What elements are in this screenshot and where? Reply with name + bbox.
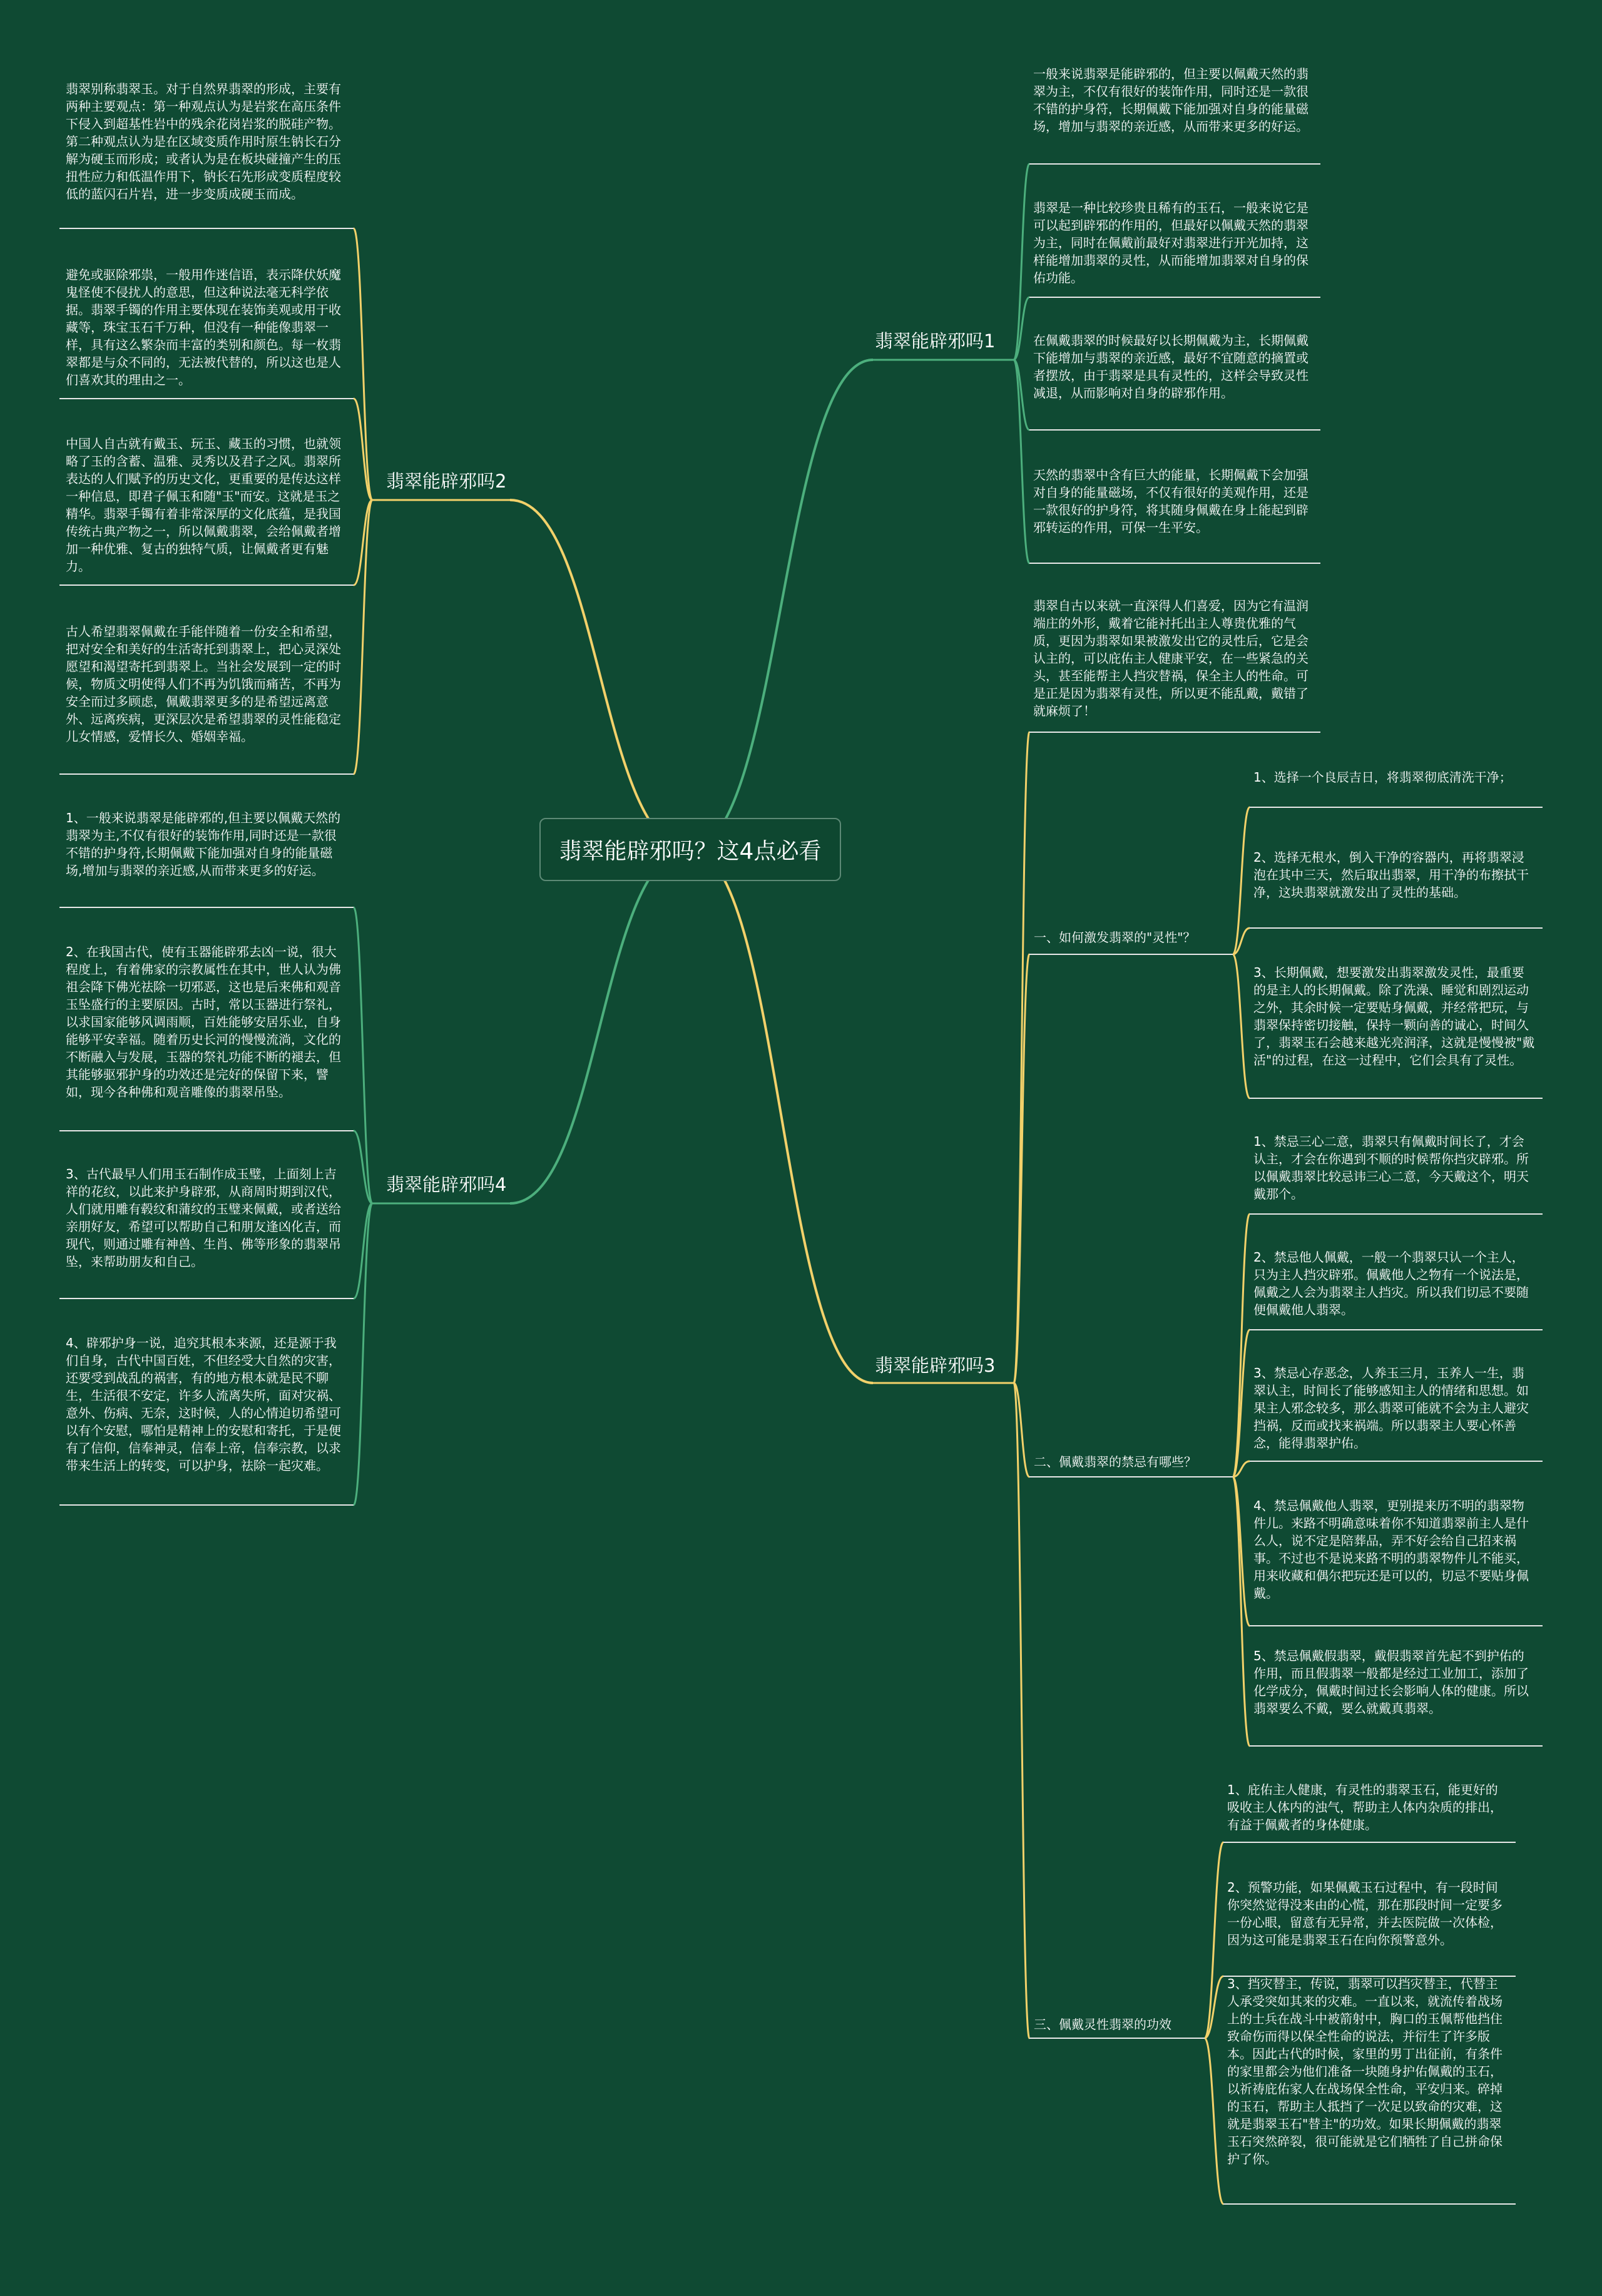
root-title: 翡翠能辟邪吗？这4点必看 [559,839,822,864]
branch-4-label[interactable]: 翡翠能辟邪吗4 [386,1174,507,1195]
b2-item-2: 避免或驱除邪祟，一般用作迷信语，表示降伏妖魔鬼怪使不侵扰人的意思，但这种说法毫无科学依据。翡翠手镯的作用主要体现在装饰美观或用于收藏等，珠宝玉石千万种，但没有一种能像翡翠一样，具有这么繁杂而丰富的类别和颜色。每一枚翡翠都是与众不同的，无法被代替的，所以这也是人们喜欢其的理由之一。 [66,267,341,387]
b3-sub-3-label[interactable]: 三、佩戴灵性翡翠的功效 [1034,2017,1171,2032]
b4-item-4: 4、辟邪护身一说，追究其根本来源，还是源于我们自身，古代中国百姓，不但经受大自然的灾害，还要受到战乱的祸害，有的地方根本就是民不聊生，生活很不安定，许多人流离失所，面对灾祸、意外、伤病、无奈，这时候，人的心情迫切希望可以有个安慰，哪怕是精神上的安慰和寄托，于是便有了信仰，信奉神灵，信奉上帝，信奉宗教，以求带来生活上的转变，可以护身，祛除一起灾难。 [66,1335,341,1473]
edge-b3-sub2-1 [1233,1214,1250,1477]
b4-item-2: 2、在我国古代，使有玉器能辟邪去凶一说，很大程度上，有着佛家的宗教属性在其中，世人认为佛祖会降下佛光祛除一切邪恶，这也是后来佛和观音玉坠盛行的主要原因。古时，常以玉器进行祭礼，以求国家能够风调雨顺，百姓能够安居乐业，自身能够平安幸福。随着历史长河的慢慢流淌，文化的不断融入与发展，玉器的祭礼功能不断的褪去，但其能够驱邪护身的功效还是完好的保留下来，譬如，现今各种佛和观音雕像的翡翠吊坠。 [66,944,341,1100]
b4-item-1: 1、一般来说翡翠是能辟邪的,但主要以佩戴天然的翡翠为主,不仅有很好的装饰作用,同时还是一款很不错的护身符,长期佩戴下能加强对自身的能量磁场,增加与翡翠的亲近感,从而带来更多的好运。 [66,810,341,878]
edge-b2-item-1 [354,228,372,500]
b3-sub3-item-1: 1、庇佑主人健康，有灵性的翡翠玉石，能更好的吸收主人体内的浊气，帮助主人体内杂质的排出，有益于佩戴者的身体健康。 [1227,1782,1503,1832]
b3-sub2-item-5: 5、禁忌佩戴假翡翠，戴假翡翠首先起不到护佑的作用，而且假翡翠一般都是经过工业加工，添加了化学成分，佩戴时间过长会影响人体的健康。所以翡翠要么不戴，要么就戴真翡翠。 [1253,1648,1529,1716]
b1-item-2: 翡翠是一种比较珍贵且稀有的玉石，一般来说它是可以起到辟邪的作用的，但最好以佩戴天然的翡翠为主，同时在佩戴前最好对翡翠进行开光加持，这样能增加翡翠的灵性，从而能增加翡翠对自身的保佑功能。 [1033,200,1309,285]
edge-root-b4 [510,849,690,1203]
edge-b3-sub3-3 [1205,2038,1223,2204]
b2-item-1: 翡翠别称翡翠玉。对于自然界翡翠的形成，主要有两种主要观点：第一种观点认为是岩浆在高压条件下侵入到超基性岩中的残余花岗岩浆的脱硅产物。第二种观点认为是在区域变质作用时原生钠长石分解为硬玉而形成；或者认为是在板块碰撞产生的压扭性应力和低温作用下，钠长石先形成变质程度较低的蓝闪石片岩，进一步变质成硬玉而成。 [66,81,341,202]
b3-sub1-item-1: 1、选择一个良辰吉日，将翡翠彻底清洗干净； [1253,770,1512,785]
branch-1-label[interactable]: 翡翠能辟邪吗1 [875,330,996,352]
b3-sub-1-label[interactable]: 一、如何激发翡翠的"灵性"？ [1034,930,1196,945]
b2-item-4: 古人希望翡翠佩戴在手能伴随着一份安全和希望，把对安全和美好的生活寄托到翡翠上，把心灵深处愿望和渴望寄托到翡翠上。当社会发展到一定的时候，物质文明使得人们不再为饥饿而痛苦，不再为安全而过多顾虑，佩戴翡翠更多的是希望远离意外、远离疾病，更深层次是希望翡翠的灵性能稳定儿女情感，爱情长久、婚姻幸福。 [66,624,341,744]
b3-sub1-item-2: 2、选择无根水，倒入干净的容器内，再将翡翠浸泡在其中三天，然后取出翡翠，用干净的布擦拭干净，这块翡翠就激发出了灵性的基础。 [1253,850,1529,900]
b3-sub2-item-4: 4、禁忌佩戴他人翡翠，更别提来历不明的翡翠物件儿。来路不明确意味着你不知道翡翠前主人是什么人，说不定是陪葬品，弄不好会给自己招来祸事。不过也不是说来路不明的翡翠物件儿不能买，用来收藏和偶尔把玩还是可以的，切忌不要贴身佩戴。 [1253,1498,1529,1601]
b3-sub1-item-3: 3、长期佩戴，想要激发出翡翠激发灵性，最重要的是主人的长期佩戴。除了洗澡、睡觉和剧烈运动之外，其余时候一定要贴身佩戴，并经常把玩，与翡翠保持密切接触，保持一颗向善的诚心，时间久了，翡翠玉石会越来越光亮润泽，这就是慢慢被"戴活"的过程，在这一过程中，它们会具有了灵性。 [1253,965,1535,1068]
b3-sub3-item-2: 2、预警功能，如果佩戴玉石过程中，有一段时间你突然觉得没来由的心慌，那在那段时间一定要多一份心眼，留意有无异常，并去医院做一次体检，因为这可能是翡翠玉石在向你预警意外。 [1227,1880,1503,1947]
b1-item-1: 一般来说翡翠是能辟邪的，但主要以佩戴天然的翡翠为主，不仅有很好的装饰作用，同时还是一款很不错的护身符，长期佩戴下能加强对自身的能量磁场，增加与翡翠的亲近感，从而带来更多的好运。 [1033,66,1309,134]
branch-3-label[interactable]: 翡翠能辟邪吗3 [875,1355,996,1376]
b3-sub-2-label[interactable]: 二、佩戴翡翠的禁忌有哪些？ [1034,1454,1196,1469]
branch-2-label[interactable]: 翡翠能辟邪吗2 [386,471,507,492]
b2-item-3: 中国人自古就有戴玉、玩玉、藏玉的习惯，也就领略了玉的含蓄、温雅、灵秀以及君子之风。翡翠所表达的人们赋予的历史文化，更重要的是传达这样一种信息，即君子佩玉和随"玉"而安。这就是玉之精华。翡翠手镯有着非常深厚的文化底蕴，是我国传统古典产物之一，所以佩戴翡翠，会给佩戴者增加一种优雅、复古的独特气质，让佩戴者更有魅力。 [66,436,341,574]
edge-b3-sub2-5 [1233,1477,1250,1746]
b3-sub2-item-2: 2、禁忌他人佩戴，一般一个翡翠只认一个主人，只为主人挡灾辟邪。佩戴他人之物有一个说法是，佩戴之人会为翡翠主人挡灾。所以我们切忌不要随便佩戴他人翡翠。 [1253,1250,1529,1317]
b3-sub2-item-3: 3、禁忌心存恶念，人养玉三月，玉养人一生，翡翠认主，时间长了能够感知主人的情绪和思想。如果主人邪念较多，那么翡翠可能就不会为主人避灾挡祸，反而或找来祸端。所以翡翠主人要心怀善念，能得翡翠护佑。 [1253,1365,1529,1451]
root-topic[interactable] [539,818,841,881]
b3-sub3-item-3: 3、挡灾替主，传说，翡翠可以挡灾替主，代替主人承受突如其来的灾难。一直以来，就流传着战场上的士兵在战斗中被箭射中，胸口的玉佩帮他挡住致命伤而得以保全性命的说法，并衍生了许多版本。因此古代的时候，家里的男丁出征前，有条件的家里都会为他们准备一块随身护佑佩戴的玉石，以祈祷庇佑家人在战场保全性命，平安归来。碎掉的玉石，帮助主人抵挡了一次足以致命的灾难，这就是翡翠玉石"替主"的功效。如果长期佩戴的翡翠玉石突然碎裂，很可能就是它们牺牲了自己拼命保护了你。 [1227,1976,1503,2166]
edge-b3-child-4 [1014,1383,1029,2038]
edge-b3-child-1 [1014,732,1029,1383]
b1-item-4: 天然的翡翠中含有巨大的能量，长期佩戴下会加强对自身的能量磁场，不仅有很好的美观作用，还是一款很好的护身符，将其随身佩戴在身上能起到辟邪转运的作用，可保一生平安。 [1033,467,1309,535]
edge-b4-item-1 [354,907,372,1203]
edge-root-b1 [690,360,873,849]
b3-intro: 翡翠自古以来就一直深得人们喜爱，因为它有温润端庄的外形，戴着它能衬托出主人尊贵优雅的气质，更因为翡翠如果被激发出它的灵性后，它是会认主的，可以庇佑主人健康平安，在一些紧急的关头，甚至能帮主人挡灾替祸，保全主人的性命。可是正是因为翡翠有灵性，所以更不能乱戴，戴错了就麻烦了！ [1033,598,1309,718]
b3-sub2-item-1: 1、禁忌三心二意，翡翠只有佩戴时间长了，才会认主，才会在你遇到不顺的时候帮你挡灾辟邪。所以佩戴翡翠比较忌讳三心二意，今天戴这个，明天戴那个。 [1253,1134,1529,1202]
edge-b3-sub1-3 [1233,954,1250,1098]
b4-item-3: 3、古代最早人们用玉石制作成玉璧，上面刻上吉祥的花纹，以此来护身辟邪，从商周时期到汉代，人们就用雕有毂纹和蒲纹的玉璧来佩戴，或者送给亲朋好友，希望可以帮助自己和朋友逢凶化吉，而现代，则通过雕有神兽、生肖、佛等形象的翡翠吊坠，来帮助朋友和自己。 [66,1166,341,1269]
b1-item-3: 在佩戴翡翠的时候最好以长期佩戴为主，长期佩戴下能增加与翡翠的亲近感，最好不宜随意的摘置或者摆放，由于翡翠是具有灵性的，这样会导致灵性减退，从而影响对自身的辟邪作用。 [1033,333,1309,401]
edge-root-b2 [510,500,690,849]
edge-b3-sub1-1 [1233,807,1250,954]
edge-root-b3 [690,849,873,1383]
